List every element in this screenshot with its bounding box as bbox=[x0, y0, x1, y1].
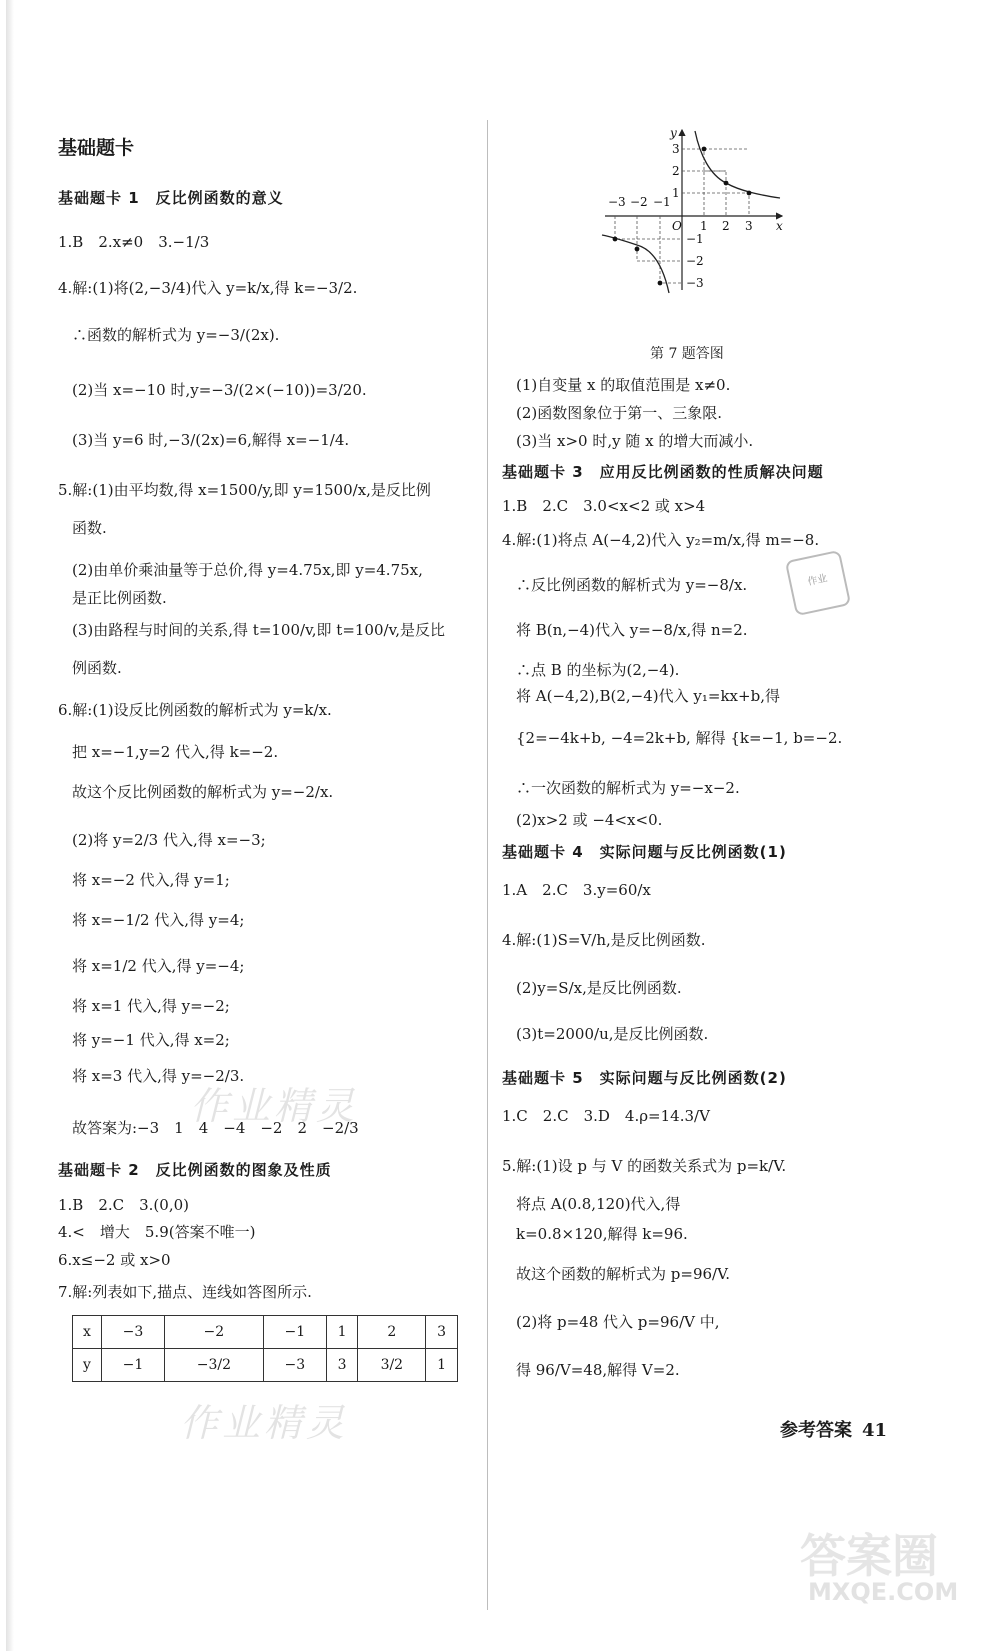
answer-line: 将 x=−1/2 代入,得 y=4; bbox=[72, 911, 245, 929]
answer-line: 6.x≤−2 或 x>0 bbox=[58, 1251, 171, 1269]
watermark-logo: 答案圈 bbox=[800, 1529, 938, 1583]
answer-line: 4.解:(1)S=V/h,是反比例函数. bbox=[502, 931, 706, 949]
table-cell: 3 bbox=[326, 1349, 358, 1382]
answer-line: 4.< 增大 5.9(答案不唯一) bbox=[58, 1223, 256, 1241]
tick-label: −3 bbox=[686, 276, 704, 290]
table-cell: 3/2 bbox=[358, 1349, 426, 1382]
page-footer bbox=[780, 1416, 887, 1442]
page-number: 41 bbox=[862, 1420, 888, 1441]
page-edge-shadow bbox=[6, 0, 14, 1651]
table-cell: 2 bbox=[358, 1316, 426, 1349]
answer-line: (2)将 p=48 代入 p=96/V 中, bbox=[516, 1313, 720, 1331]
column-divider bbox=[487, 120, 488, 1610]
answer-line: 将点 A(0.8,120)代入,得 bbox=[516, 1195, 681, 1213]
point bbox=[702, 147, 707, 152]
tick-label: −2 bbox=[630, 195, 648, 209]
table-cell: −1 bbox=[102, 1349, 165, 1382]
answer-line: (3)t=2000/u,是反比例函数. bbox=[516, 1025, 709, 1043]
hyperbola-branch-q1 bbox=[695, 131, 780, 198]
answer-line: 1.A 2.C 3.y=60/x bbox=[502, 881, 651, 899]
tick-label: 1 bbox=[672, 186, 680, 200]
table-cell: −3 bbox=[102, 1316, 165, 1349]
answer-line: 将 A(−4,2),B(2,−4)代入 y₁=kx+b,得 bbox=[516, 687, 780, 705]
answer-line: 是正比例函数. bbox=[72, 589, 167, 607]
answer-line: (2)由单价乘油量等于总价,得 y=4.75x,即 y=4.75x, bbox=[72, 561, 423, 579]
answer-line: 故这个反比例函数的解析式为 y=−2/x. bbox=[72, 783, 334, 801]
point bbox=[724, 181, 729, 186]
answer-line: 将 B(n,−4)代入 y=−8/x,得 n=2. bbox=[516, 621, 748, 639]
tick-label: 3 bbox=[672, 142, 680, 156]
point bbox=[747, 191, 752, 196]
table-cell: y bbox=[73, 1349, 102, 1382]
point bbox=[613, 237, 618, 242]
answer-line: (2)当 x=−10 时,y=−3/(2×(−10))=3/20. bbox=[72, 381, 367, 399]
watermark: 作业精灵 bbox=[190, 1084, 359, 1128]
answer-line: 故这个函数的解析式为 p=96/V. bbox=[516, 1265, 731, 1283]
answer-line: 1.B 2.x≠0 3.−1/3 bbox=[58, 233, 210, 251]
answer-line: 故答案为:−3 1 4 −4 −2 2 −2/3 bbox=[72, 1119, 359, 1137]
answer-line: (2)y=S/x,是反比例函数. bbox=[516, 979, 682, 997]
answer-line: 得 96/V=48,解得 V=2. bbox=[516, 1361, 680, 1379]
answer-line: ∴一次函数的解析式为 y=−x−2. bbox=[516, 779, 740, 797]
answer-line: {2=−4k+b, −4=2k+b, 解得 {k=−1, b=−2. bbox=[516, 729, 843, 747]
table-row-x bbox=[73, 1316, 458, 1349]
answer-line: ∴反比例函数的解析式为 y=−8/x. bbox=[516, 576, 748, 594]
graph-caption: 第 7 题答图 bbox=[650, 346, 724, 362]
tick-label: 2 bbox=[722, 219, 730, 233]
answer-line: (3)当 x>0 时,y 随 x 的增大而减小. bbox=[516, 432, 754, 450]
answer-line: 4.解:(1)将点 A(−4,2)代入 y₂=m/x,得 m=−8. bbox=[502, 531, 820, 549]
answer-line: 6.解:(1)设反比例函数的解析式为 y=k/x. bbox=[58, 701, 332, 719]
section-title: 基础题卡 2 反比例函数的图象及性质 bbox=[58, 1161, 332, 1179]
answer-line: 例函数. bbox=[72, 659, 122, 677]
tick-label: −2 bbox=[686, 254, 704, 268]
table-cell: 1 bbox=[326, 1316, 358, 1349]
section-title: 基础题卡 5 实际问题与反比例函数(2) bbox=[502, 1069, 787, 1087]
answer-line: 把 x=−1,y=2 代入,得 k=−2. bbox=[72, 743, 279, 761]
tick-label: O bbox=[672, 219, 682, 233]
answer-line: 1.B 2.C 3.0<x<2 或 x>4 bbox=[502, 497, 706, 515]
section-title: 基础题卡 4 实际问题与反比例函数(1) bbox=[502, 843, 787, 861]
axis-label: y bbox=[670, 126, 677, 140]
answer-line: 5.解:(1)由平均数,得 x=1500/y,即 y=1500/x,是反比例 bbox=[58, 481, 431, 499]
answer-line: 将 x=−2 代入,得 y=1; bbox=[72, 871, 230, 889]
answer-line: 1.B 2.C 3.(0,0) bbox=[58, 1196, 189, 1214]
answer-line: 将 x=1 代入,得 y=−2; bbox=[72, 997, 230, 1015]
answer-line: 将 x=1/2 代入,得 y=−4; bbox=[72, 957, 245, 975]
table-cell: −2 bbox=[164, 1316, 263, 1349]
watermark-url: MXQE.COM bbox=[808, 1578, 959, 1606]
function-graph bbox=[600, 125, 790, 295]
table-cell: x bbox=[73, 1316, 102, 1349]
table-cell: 3 bbox=[426, 1316, 458, 1349]
tick-label: −3 bbox=[608, 195, 626, 209]
tick-label: −1 bbox=[686, 232, 704, 246]
answer-line: (3)由路程与时间的关系,得 t=100/v,即 t=100/v,是反比 bbox=[72, 621, 446, 639]
section-title: 基础题卡 1 反比例函数的意义 bbox=[58, 189, 284, 207]
page-title: 基础题卡 bbox=[58, 137, 135, 159]
answer-line: ∴点 B 的坐标为(2,−4). bbox=[516, 661, 680, 679]
answer-line: (3)当 y=6 时,−3/(2x)=6,解得 x=−1/4. bbox=[72, 431, 350, 449]
stamp-icon: 作业 bbox=[785, 550, 851, 616]
point bbox=[635, 247, 640, 252]
answer-line: (1)自变量 x 的取值范围是 x≠0. bbox=[516, 376, 731, 394]
point bbox=[658, 281, 663, 286]
answer-line: 4.解:(1)将(2,−3/4)代入 y=k/x,得 k=−3/2. bbox=[58, 279, 358, 297]
answer-line: 将 y=−1 代入,得 x=2; bbox=[72, 1031, 230, 1049]
axis-label: x bbox=[776, 219, 783, 233]
answer-line: 1.C 2.C 3.D 4.ρ=14.3/V bbox=[502, 1107, 710, 1125]
answer-line: (2)x>2 或 −4<x<0. bbox=[516, 811, 663, 829]
table-cell: −1 bbox=[263, 1316, 326, 1349]
answer-line: (2)函数图象位于第一、三象限. bbox=[516, 404, 723, 422]
answer-line: 5.解:(1)设 p 与 V 的函数关系式为 p=k/V. bbox=[502, 1157, 787, 1175]
answer-line: ∴函数的解析式为 y=−3/(2x). bbox=[72, 326, 280, 344]
answer-line: 将 x=3 代入,得 y=−2/3. bbox=[72, 1067, 245, 1085]
answer-line: (2)将 y=2/3 代入,得 x=−3; bbox=[72, 831, 266, 849]
answer-line: k=0.8×120,解得 k=96. bbox=[516, 1225, 688, 1243]
section-title: 基础题卡 3 应用反比例函数的性质解决问题 bbox=[502, 463, 824, 481]
table-cell: −3/2 bbox=[164, 1349, 263, 1382]
tick-label: −1 bbox=[653, 195, 671, 209]
answer-line: 函数. bbox=[72, 519, 107, 537]
answer-line: 7.解:列表如下,描点、连线如答图所示. bbox=[58, 1283, 312, 1301]
footer-label: 参考答案 bbox=[780, 1420, 852, 1441]
watermark: 作业精灵 bbox=[180, 1401, 349, 1445]
tick-label: 3 bbox=[745, 219, 753, 233]
table-cell: 1 bbox=[426, 1349, 458, 1382]
table-cell: −3 bbox=[263, 1349, 326, 1382]
value-table bbox=[72, 1315, 458, 1382]
tick-label: 2 bbox=[672, 164, 680, 178]
tick-label: 1 bbox=[700, 219, 708, 233]
table-row-y bbox=[73, 1349, 458, 1382]
